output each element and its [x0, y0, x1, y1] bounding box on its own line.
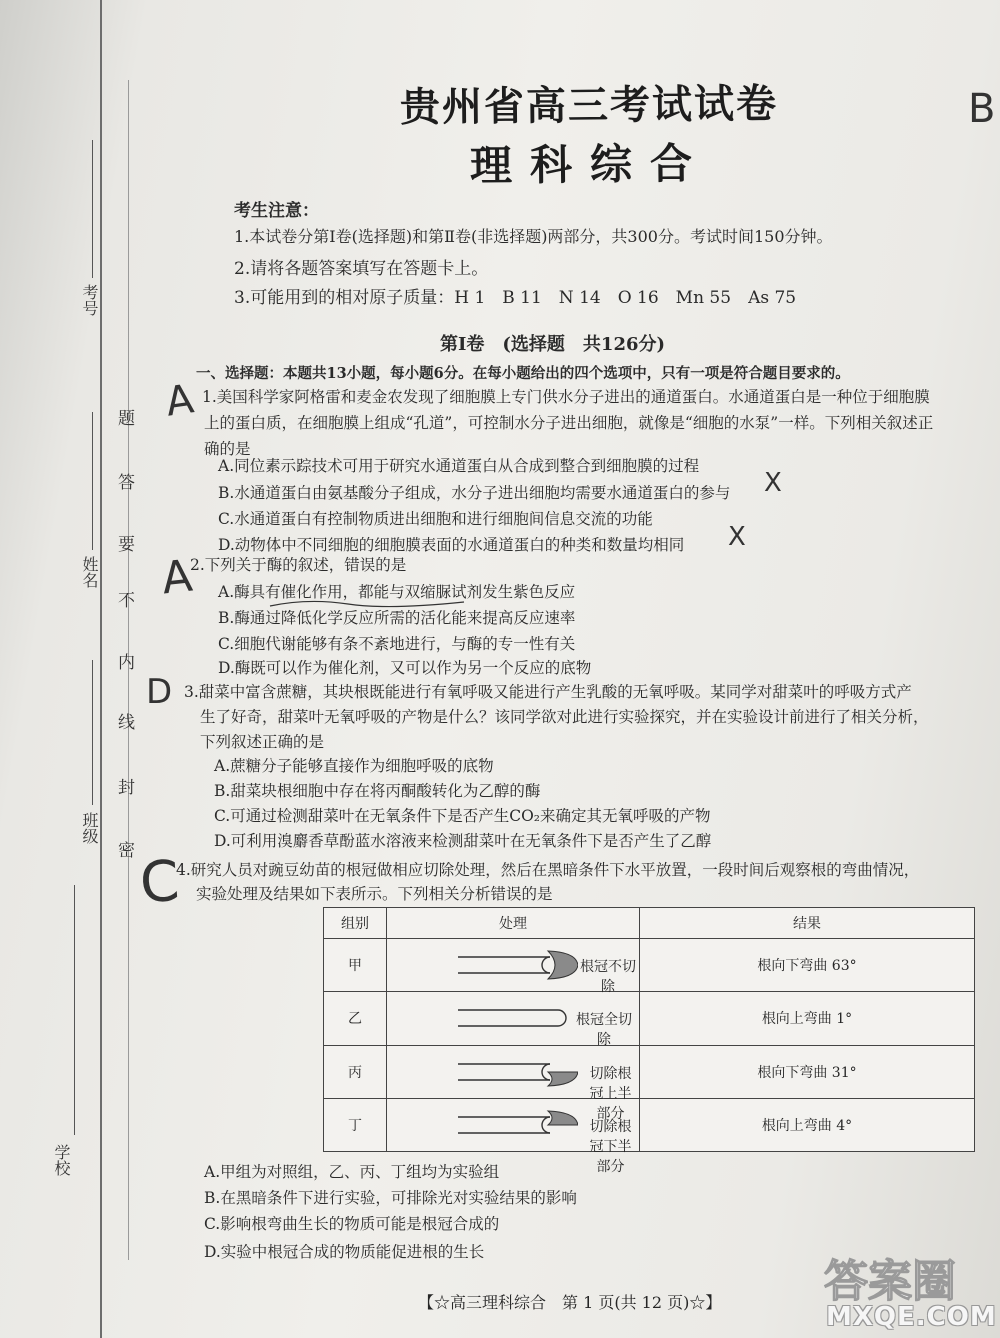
question-stem: 1.美国科学家阿格雷和麦金农发现了细胞膜上专门供水分子进出的通道蛋白。水通道蛋白是一种位于细胞膜	[202, 388, 930, 406]
seal-char: 线	[118, 713, 135, 733]
exam-title: 贵州省高三考试试卷	[399, 80, 779, 131]
root-full-cap-diagram	[458, 948, 578, 982]
option-b: B.甜菜块根细胞中存在将丙酮酸转化为乙醇的酶	[214, 782, 541, 800]
class-fill-line	[92, 660, 93, 805]
treatment-cell	[387, 1045, 640, 1122]
result-cell: 根向上弯曲 1°	[640, 992, 975, 1045]
option-d: D.酶既可以作为催化剂，又可以作为另一个反应的底物	[218, 659, 592, 677]
seal-char: 要	[118, 535, 135, 555]
table-header: 结果	[640, 908, 975, 939]
handwritten-answer: A	[162, 376, 197, 426]
notice-item: 1.本试卷分第Ⅰ卷(选择题)和第Ⅱ卷(非选择题)两部分，共300分。考试时间150分钟。	[234, 227, 833, 246]
option-a: A.蔗糖分子能够直接作为细胞呼吸的底物	[214, 757, 494, 775]
handwritten-cross-mark: X	[728, 522, 746, 552]
root-upper-cap-diagram	[458, 1108, 578, 1142]
question-stem: 实验处理及结果如下表所示。下列相关分析错误的是	[196, 885, 553, 903]
option-b: B.酶通过降低化学反应所需的活化能来提高反应速率	[218, 609, 576, 627]
option-a: A.酶具有催化作用，都能与双缩脲试剂发生紫色反应	[218, 583, 576, 601]
notice-item: 2.请将各题答案填写在答题卡上。	[234, 259, 489, 279]
treatment-label: 切除根冠上半部分	[589, 1065, 632, 1122]
option-b: B.在黑暗条件下进行实验，可排除光对实验结果的影响	[204, 1189, 577, 1207]
treatment-cell	[387, 1098, 640, 1175]
seal-char: 不	[118, 591, 135, 611]
question-stem: 确的是	[204, 440, 251, 458]
treatment-cell	[387, 992, 640, 1049]
handwritten-underline	[268, 596, 468, 616]
page-footer: 【☆高三理科综合 第 1 页(共 12 页)☆】	[418, 1293, 722, 1312]
table-header: 组别	[324, 908, 387, 939]
handwritten-answer: C	[137, 848, 182, 917]
handwritten-answer: D	[146, 672, 173, 712]
table-row	[324, 1098, 975, 1151]
question-stem: 下列叙述正确的是	[200, 733, 325, 751]
group-cell: 丙	[324, 1045, 387, 1098]
exam-subject: 理科综合	[469, 138, 711, 191]
seal-char: 内	[118, 653, 135, 673]
seal-char: 答	[118, 473, 135, 493]
result-cell: 根向下弯曲 31°	[640, 1045, 975, 1098]
option-a: A.甲组为对照组，乙、丙、丁组均为实验组	[204, 1163, 500, 1181]
name-fill-line	[92, 412, 93, 550]
option-c: C.水通道蛋白有控制物质进出细胞和进行细胞间信息交流的功能	[218, 510, 653, 528]
binding-border-line	[100, 0, 102, 1338]
question-stem: 2.下列关于酶的叙述，错误的是	[190, 556, 407, 574]
notice-item: 3.可能用到的相对原子质量：H 1 B 11 N 14 O 16 Mn 55 As 75	[234, 288, 797, 308]
handwritten-corner-letter: B	[968, 86, 996, 132]
table-row	[324, 992, 975, 1045]
option-d: D.动物体中不同细胞的细胞膜表面的水通道蛋白的种类和数量均相同	[218, 536, 685, 554]
seal-char: 题	[118, 409, 135, 429]
group-cell: 甲	[324, 939, 387, 992]
option-d: D.可利用溴麝香草酚蓝水溶液来检测甜菜叶在无氧条件下是否产生了乙醇	[214, 832, 712, 850]
group-cell: 丁	[324, 1098, 387, 1151]
school-label: 学校	[52, 1144, 71, 1176]
table-header: 处理	[387, 908, 640, 939]
root-lower-cap-diagram	[458, 1055, 578, 1089]
group-cell: 乙	[324, 992, 387, 1045]
seal-char: 封	[118, 778, 135, 798]
name-label: 姓名	[80, 556, 99, 588]
option-a: A.同位素示踪技术可用于研究水通道蛋白从合成到整合到细胞膜的过程	[218, 457, 700, 475]
exam-no-label: 考号	[80, 284, 99, 316]
option-c: C.可通过检测甜菜叶在无氧条件下是否产生CO₂来确定其无氧呼吸的产物	[214, 807, 711, 825]
class-label: 班级	[80, 812, 99, 844]
school-fill-line	[74, 885, 75, 1135]
table-header-row	[324, 908, 975, 939]
question-stem: 上的蛋白质，在细胞膜上组成“孔道”，可控制水分子进出细胞，就像是“细胞的水泵”一样。下列相关叙述正	[204, 414, 934, 432]
watermark-url: MXQE.COM	[826, 1302, 997, 1332]
watermark-brand: 答案圈	[824, 1256, 956, 1307]
option-c: C.细胞代谢能够有条不紊地进行，与酶的专一性有关	[218, 635, 576, 653]
option-d: D.实验中根冠合成的物质能促进根的生长	[204, 1243, 485, 1261]
handwritten-cross-mark: X	[764, 468, 782, 498]
table-row	[324, 1045, 975, 1098]
seal-char: 密	[118, 841, 135, 861]
experiment-table	[323, 907, 975, 1175]
section-instructions: 一、选择题：本题共13小题，每小题6分。在每小题给出的四个选项中，只有一项是符合题目要求的。	[196, 365, 850, 382]
option-b: B.水通道蛋白由氨基酸分子组成，水分子进出细胞均需要水通道蛋白的参与	[218, 484, 731, 502]
treatment-label: 根冠不切除	[580, 959, 636, 996]
question-stem: 3.甜菜中富含蔗糖，其块根既能进行有氧呼吸又能进行产生乳酸的无氧呼吸。某同学对甜菜叶的呼吸方式产	[184, 683, 912, 701]
result-cell: 根向下弯曲 63°	[640, 939, 975, 992]
treatment-cell	[387, 939, 640, 996]
option-c: C.影响根弯曲生长的物质可能是根冠合成的	[204, 1215, 500, 1233]
question-stem: 4.研究人员对豌豆幼苗的根冠做相应切除处理，然后在黑暗条件下水平放置，一段时间后观察根的弯曲情况，	[176, 861, 920, 879]
question-stem: 生了好奇，甜菜叶无氧呼吸的产物是什么？该同学欲对此进行实验探究，并在实验设计前进行了相关分析，	[200, 708, 929, 726]
treatment-label: 根冠全切除	[576, 1012, 632, 1049]
treatment-label: 切除根冠下半部分	[589, 1118, 632, 1175]
table-row	[324, 939, 975, 992]
notice-heading: 考生注意：	[234, 201, 319, 221]
handwritten-answer: A	[159, 550, 195, 605]
exam-no-fill-line	[92, 140, 93, 278]
result-cell: 根向上弯曲 4°	[640, 1098, 975, 1151]
section-heading: 第Ⅰ卷 (选择题 共126分)	[440, 334, 666, 355]
root-no-cap-diagram	[458, 1001, 578, 1035]
